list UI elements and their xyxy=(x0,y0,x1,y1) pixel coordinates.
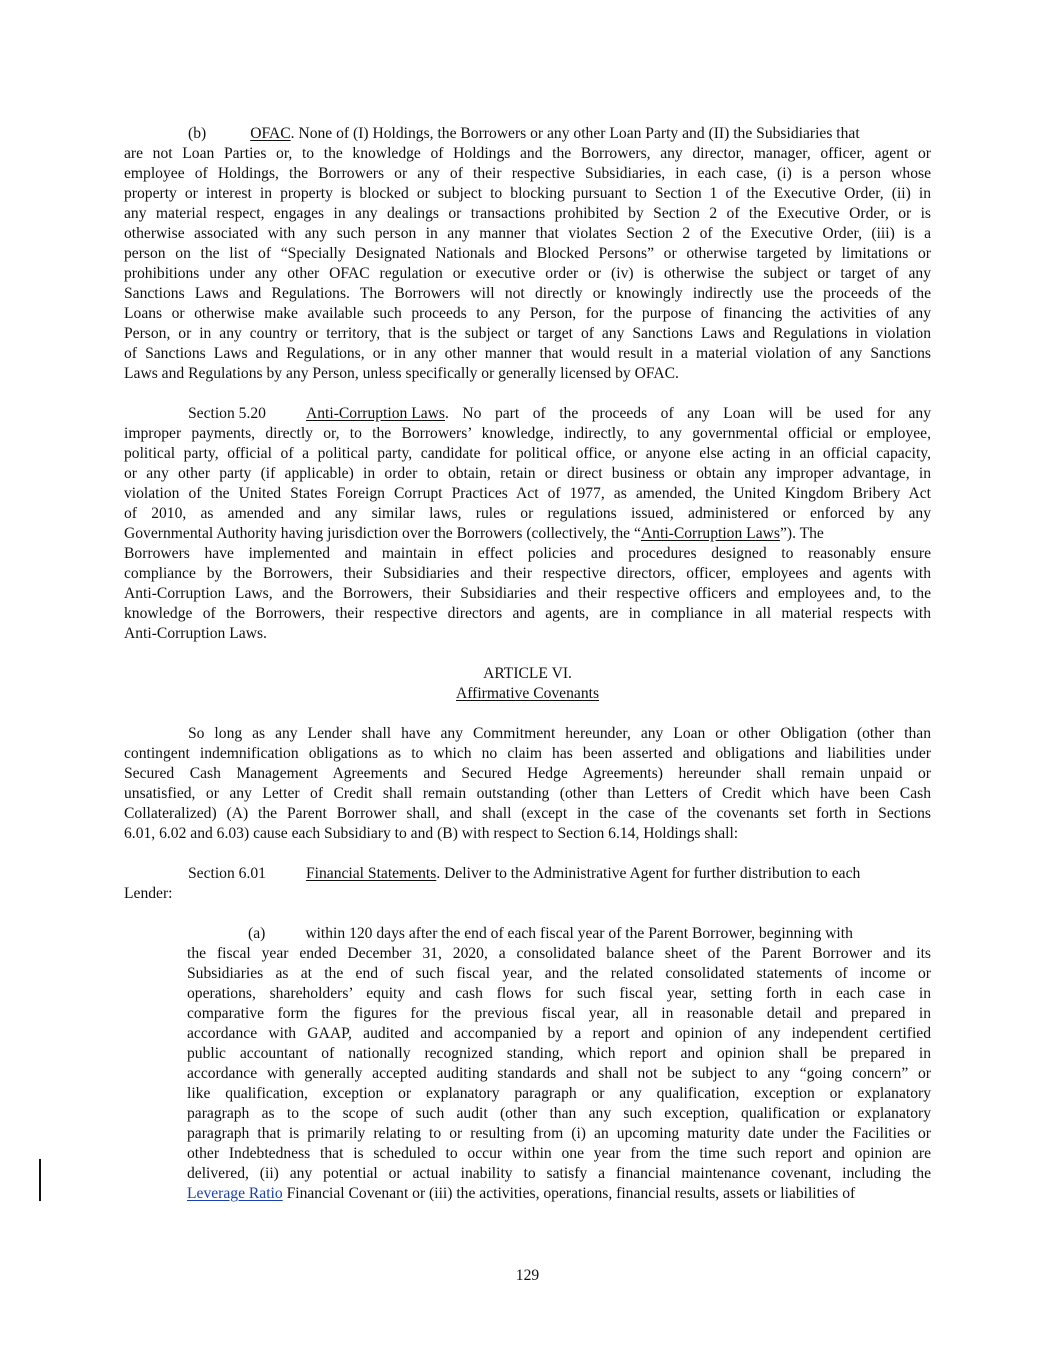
ofac-line: otherwise associated with any such person in any manner that violates Section 2 of the Executive Order, (iii) is a xyxy=(124,225,931,242)
section-line: compliance by the Borrowers, their Subsidiaries and their respective directors, officer, employees and agents with xyxy=(124,565,931,582)
text: . None of (I) Holdings, the Borrowers or any other Loan Party and (II) the Subsidiaries that xyxy=(290,125,860,142)
clause-a-first-line xyxy=(248,924,853,944)
clause-line: accordance with GAAP, audited and accompanied by a report and opinion of any independent certified xyxy=(187,1025,931,1042)
preamble-line: Secured Cash Management Agreements and Secured Hedge Agreements) hereunder shall remain unpaid or xyxy=(124,765,931,782)
ofac-line: person on the list of “Specially Designated Nationals and Blocked Persons” or otherwise targeted by limitations or xyxy=(124,245,931,262)
ofac-line: Loans or otherwise make available such proceeds to any Person, for the purpose of financing the activities of any xyxy=(124,305,931,322)
section-5-20-heading-line xyxy=(188,404,931,424)
ofac-title: OFAC xyxy=(250,125,291,142)
article-subheading xyxy=(0,684,1055,704)
section-number: Section 5.20 xyxy=(188,405,266,422)
leverage-ratio-link[interactable]: Leverage Ratio xyxy=(187,1185,283,1202)
ofac-line: of Sanctions Laws and Regulations, or in any other manner that would result in a material violation of any Sanctions xyxy=(124,345,931,362)
ofac-line: employee of Holdings, the Borrowers or any of their respective Subsidiaries, in each case, (i) is a person whose xyxy=(124,165,931,182)
text: ”). The xyxy=(779,525,824,542)
section-line: Borrowers have implemented and maintain in effect policies and procedures designed to reasonably ensure xyxy=(124,545,931,562)
section-6-01-heading-line xyxy=(188,864,860,884)
section-line: or any other party (if applicable) in order to obtain, retain or direct business or obtain any improper advantage, in xyxy=(124,465,931,482)
text: within 120 days after the end of each fiscal year of the Parent Borrower, beginning with xyxy=(305,925,853,942)
section-line: knowledge of the Borrowers, their respective directors and agents, are in compliance in all material respects with xyxy=(124,605,931,622)
clause-line: paragraph that is primarily relating to or resulting from (i) an upcoming maturity date under the Facilities or xyxy=(187,1125,931,1142)
clause-line: accordance with generally accepted auditing standards and shall not be subject to any “going concern” or xyxy=(187,1065,931,1082)
ofac-line: are not Loan Parties or, to the knowledge of Holdings and the Borrowers, any director, manager, officer, agent or xyxy=(124,145,931,162)
ofac-line: any material respect, engages in any dealings or transactions prohibited by Section 2 of the Executive Order, or is xyxy=(124,205,931,222)
text: . Deliver to the Administrative Agent for further distribution to each xyxy=(436,865,861,882)
clause-line: delivered, (ii) any potential or actual inability to satisfy a financial maintenance covenant, including the xyxy=(187,1165,931,1182)
clause-last-line xyxy=(187,1184,855,1204)
clause-label: (a) xyxy=(248,925,266,942)
article-subheading-text: Affirmative Covenants xyxy=(455,685,600,702)
section-line: Lender: xyxy=(124,885,173,902)
section-line: of 2010, as amended and any similar laws, rules or regulations issued, administered or enforced by any xyxy=(124,505,931,522)
section-line: improper payments, directly or, to the Borrowers’ knowledge, indirectly, to any governmental official or employee, xyxy=(124,425,931,442)
clause-line: like qualification, exception or explanatory paragraph or any qualification, exception or explanatory xyxy=(187,1085,931,1102)
page-number: 129 xyxy=(515,1267,540,1284)
article-heading: ARTICLE VI. xyxy=(483,665,572,682)
section-line: Anti-Corruption Laws. xyxy=(124,625,267,642)
revision-change-bar xyxy=(39,1159,41,1201)
ofac-line: property or interest in property is blocked or subject to blocking pursuant to Section 1 of the Executive Order, (ii) in xyxy=(124,185,931,202)
ofac-first-line xyxy=(188,124,860,144)
preamble-line: 6.01, 6.02 and 6.03) cause each Subsidiary to and (B) with respect to Section 6.14, Holdings shall: xyxy=(124,825,739,842)
clause-line: comparative form the figures for the previous fiscal year, all in reasonable detail and prepared in xyxy=(187,1005,931,1022)
section-title: Financial Statements xyxy=(305,865,437,882)
section-title: Anti-Corruption Laws xyxy=(305,405,445,422)
preamble-line: So long as any Lender shall have any Commitment hereunder, any Loan or other Obligation (other than xyxy=(188,725,931,742)
preamble-line: contingent indemnification obligations as to which no claim has been asserted and obligations and liabilities under xyxy=(124,745,931,762)
text: Financial Covenant or (iii) the activities, operations, financial results, assets or liabilities of xyxy=(282,1185,856,1202)
defined-term: Anti-Corruption Laws xyxy=(640,525,780,542)
ofac-line: Person, or in any country or territory, that is the subject or target of any Sanctions Laws and Regulations in violation xyxy=(124,325,931,342)
clause-line: Subsidiaries as at the end of such fiscal year, and the related consolidated statements of income or xyxy=(187,965,931,982)
text: . No part of the proceeds of any Loan will be used for any xyxy=(445,405,931,422)
ofac-line: Sanctions Laws and Regulations. The Borrowers will not directly or knowingly indirectly use the proceeds of the xyxy=(124,285,931,302)
preamble-line: unsatisfied, or any Letter of Credit shall remain outstanding (other than Letters of Credit which have been Cash xyxy=(124,785,931,802)
section-number: Section 6.01 xyxy=(188,865,266,882)
clause-line: other Indebtedness that is scheduled to occur within one year from the time such report and opinion are xyxy=(187,1145,931,1162)
ofac-line: Laws and Regulations by any Person, unless specifically or generally licensed by OFAC. xyxy=(124,365,679,382)
section-line: violation of the United States Foreign Corrupt Practices Act of 1977, as amended, the United Kingdom Bribery Act xyxy=(124,485,931,502)
section-line: political party, official of a political party, candidate for political office, or anyone else acting in an official capacity, xyxy=(124,445,931,462)
section-line-defined-term xyxy=(124,524,931,544)
text: Governmental Authority having jurisdiction over the Borrowers (collectively, the “ xyxy=(124,525,641,542)
clause-line: paragraph as to the scope of such audit (other than any such exception, qualification or explanatory xyxy=(187,1105,931,1122)
ofac-line: prohibitions under any other OFAC regulation or executive order or (iv) is otherwise the subject or target of any xyxy=(124,265,931,282)
section-line: Anti-Corruption Laws, and the Borrowers, their Subsidiaries and their respective officers and employees and, to the xyxy=(124,585,931,602)
clause-line: operations, shareholders’ equity and cash flows for such fiscal year, setting forth in each case in xyxy=(187,985,931,1002)
preamble-line: Collateralized) (A) the Parent Borrower shall, and shall (except in the case of the covenants set forth in Sections xyxy=(124,805,931,822)
clause-label: (b) xyxy=(188,125,207,142)
clause-line: the fiscal year ended December 31, 2020, a consolidated balance sheet of the Parent Borrower and its xyxy=(187,945,931,962)
clause-line: public accountant of nationally recognized standing, which report and opinion shall be prepared in xyxy=(187,1045,931,1062)
